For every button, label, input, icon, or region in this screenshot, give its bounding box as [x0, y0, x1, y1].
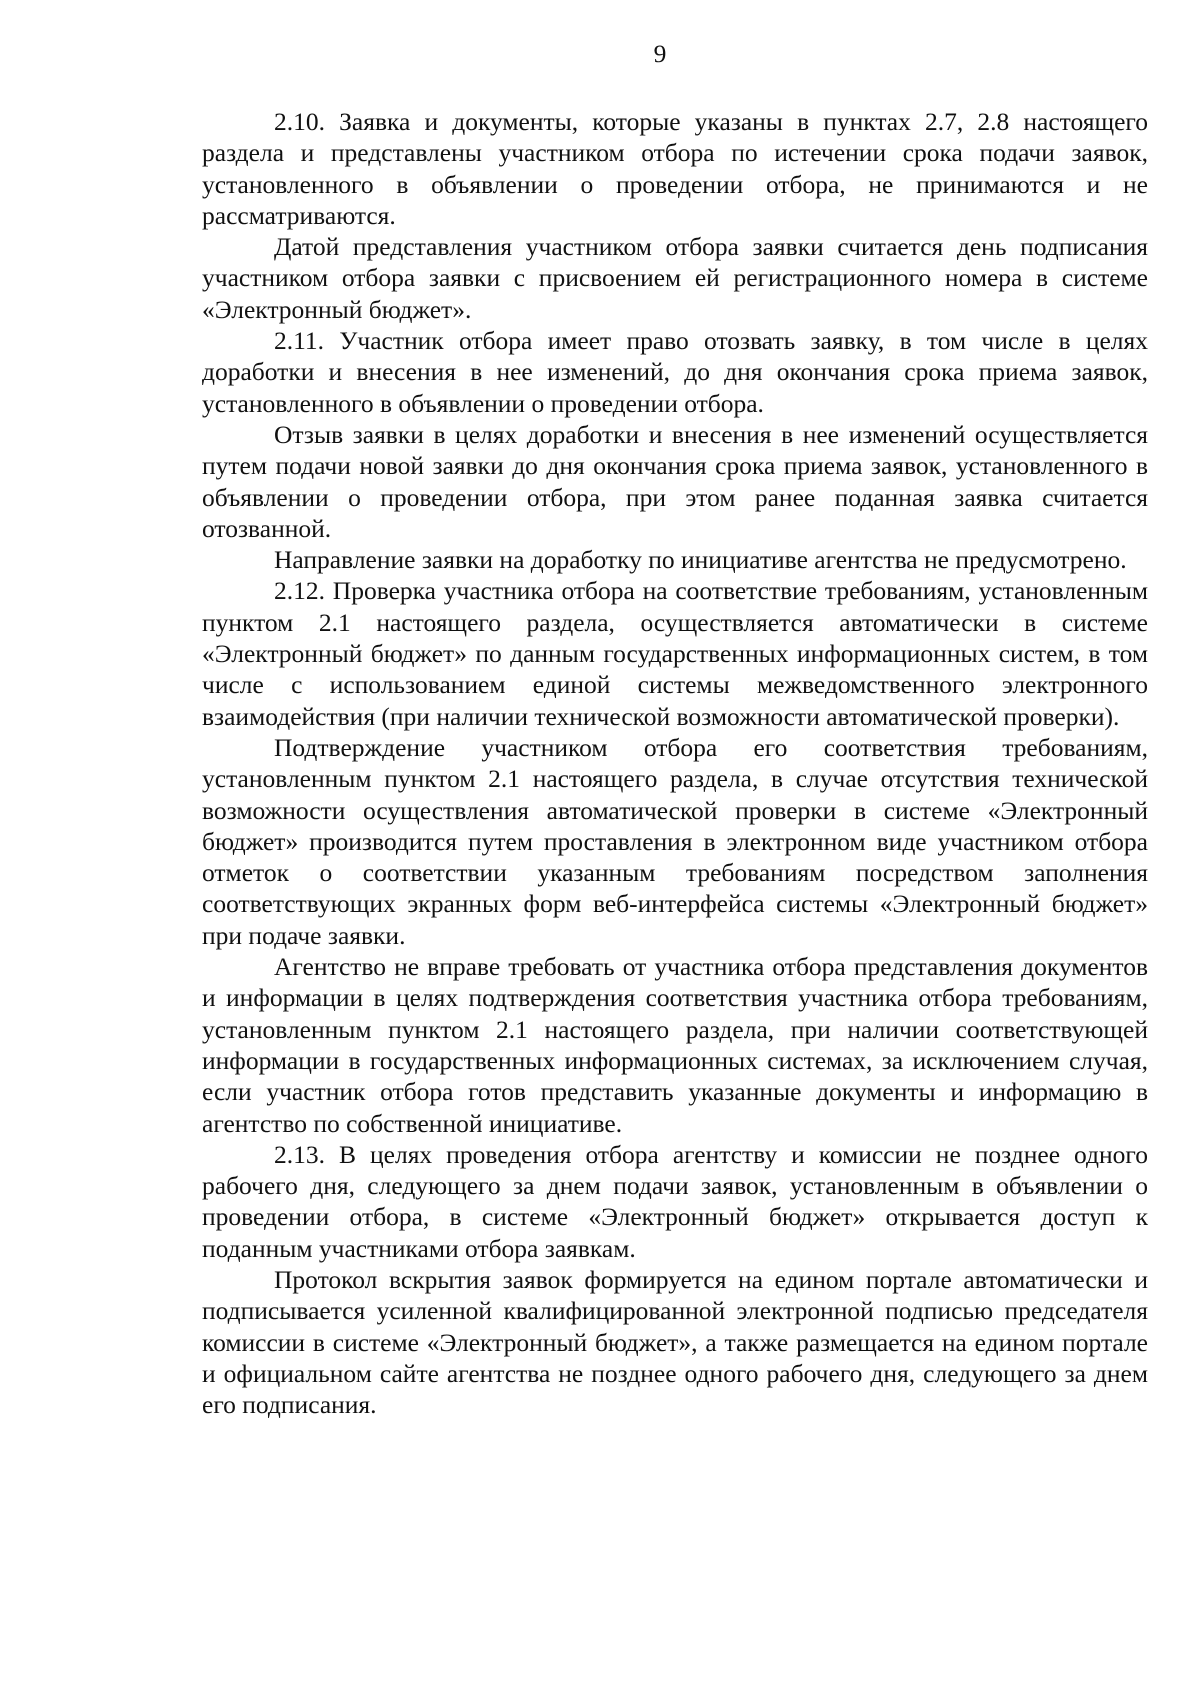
- paragraph-2-13: 2.13. В целях проведения отбора агентству и комиссии не позднее одного рабочего дня, следующего за днем подачи заявок, установленным в объявлении о проведении отбора, в системе «Электронный бюджет» открывается доступ к поданным участниками отбора заявкам.: [202, 1139, 1148, 1263]
- paragraph-opening-protocol: Протокол вскрытия заявок формируется на едином портале автоматически и подписывается усиленной квалифицированной электронной подписью председателя комиссии в системе «Электронный бюджет», а также размещается на едином портале и официальном сайте агентства не позднее одного рабочего дня, следующего за днем его подписания.: [202, 1264, 1148, 1420]
- page-number: 9: [653, 39, 667, 68]
- paragraph-2-12: 2.12. Проверка участника отбора на соответствие требованиям, установленным пунктом 2.1 настоящего раздела, осуществляется автоматически в системе «Электронный бюджет» по данным государственных информационных систем, в том числе с использованием единой системы межведомственного электронного взаимодействия (при наличии технической возможности автоматической проверки).: [202, 576, 1148, 731]
- paragraph-2-10: 2.10. Заявка и документы, которые указаны в пунктах 2.7, 2.8 настоящего раздела и представлены участником отбора по истечении срока подачи заявок, установленного в объявлении о проведении отбора, не принимаются и не рассматриваются.: [202, 107, 1148, 230]
- paragraph-confirmation: Подтверждение участником отбора его соответствия требованиям, установленным пунктом 2.1 настоящего раздела, в случае отсутствия технической возможности осуществления автоматической проверки в системе «Электронный бюджет» производится путем проставления в электронном виде участником отбора отметок о соответствии указанным требованиям посредством заполнения соответствующих экранных форм веб-интерфейса системы «Электронный бюджет» при подаче заявки.: [202, 732, 1148, 950]
- paragraph-withdrawal: Отзыв заявки в целях доработки и внесения в нее изменений осуществляется путем подачи новой заявки до дня окончания срока приема заявок, установленного в объявлении о проведении отбора, при этом ранее поданная заявка считается отозванной.: [202, 419, 1148, 543]
- paragraph-agency-rights: Агентство не вправе требовать от участника отбора представления документов и информации в целях подтверждения соответствия участника отбора требованиям, установленным пунктом 2.1 настоящего раздела, при наличии соответствующей информации в государственных информационных системах, за исключением случая, если участник отбора готов представить указанные документы и информацию в агентство по собственной инициативе.: [202, 952, 1148, 1138]
- paragraph-submission-date: Датой представления участником отбора заявки считается день подписания участником отбора заявки с присвоением ей регистрационного номера в системе «Электронный бюджет».: [202, 232, 1148, 324]
- paragraph-2-11: 2.11. Участник отбора имеет право отозвать заявку, в том числе в целях доработки и внесения в нее изменений, до дня окончания срока приема заявок, установленного в объявлении о проведении отбора.: [202, 326, 1148, 418]
- paragraph-no-revision: Направление заявки на доработку по инициативе агентства не предусмотрено.: [274, 545, 1127, 575]
